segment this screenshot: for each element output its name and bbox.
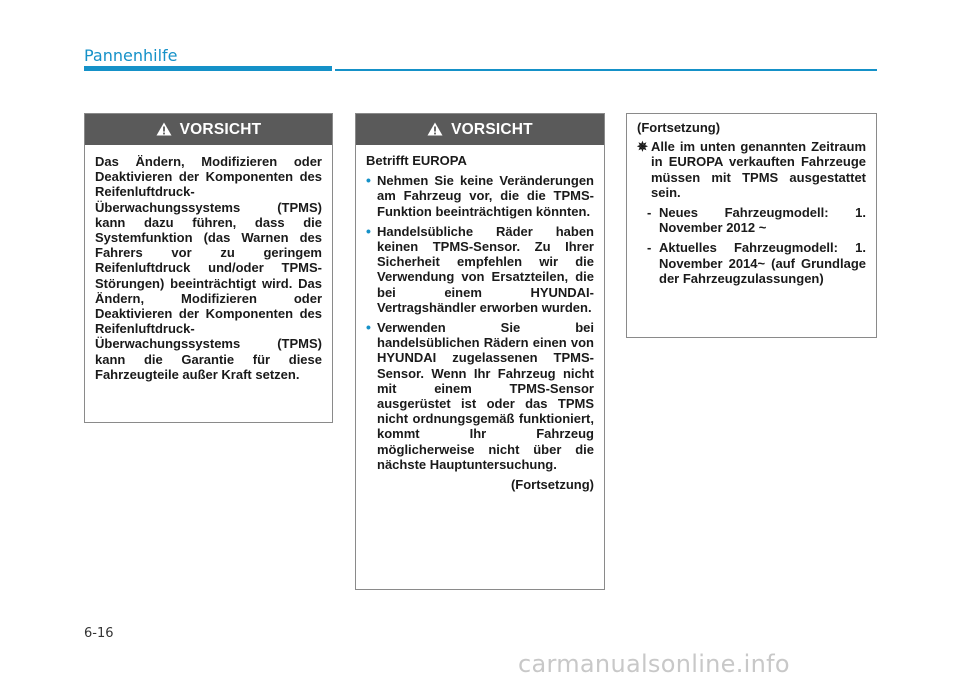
continued-label: (Fortsetzung) (510, 477, 594, 493)
list-item: • Verwenden Sie bei handelsüblichen Rädern einen von HYUNDAI zugelassenen TPMS-Sensor. Wenn Ihr Fahrzeug nicht mit einem TPMS-Sensor ausgerüstet ist oder das TPMS nicht ordnungsgemäß funktioniert, kommt Ihr Fahrzeug möglicherweise nicht über die nächste Hauptuntersuchung. (366, 319, 594, 472)
header-rule-thin (335, 69, 877, 71)
section-title: Pannenhilfe (84, 46, 178, 65)
dash-list (637, 205, 866, 286)
star-note: ✵ Alle im unten genannten Zeitraum in EUROPA verkauften Fahrzeuge müssen mit TPMS ausgestattet sein. (637, 139, 866, 200)
bullet-dot-icon: • (366, 222, 371, 239)
list-item: - Neues Fahrzeugmodell: 1. November 2012 ~ (647, 205, 866, 236)
caution-banner (356, 114, 604, 145)
page-number: 6-16 (84, 626, 114, 641)
caution-content (85, 145, 332, 382)
warning-triangle-icon (156, 122, 172, 136)
list-item: • Nehmen Sie keine Veränderungen am Fahrzeug vor, die die TPMS-Funktion beeinträchtigen könnten. (366, 172, 594, 219)
caution-box-tpms-modification (84, 113, 333, 423)
caution-box-continued (626, 113, 877, 338)
caution-content (356, 145, 604, 492)
caution-text: Das Ändern, Modifizieren oder Deaktivieren der Komponenten des Reifenluftdruck-Überwachungssystems (TPMS) kann dazu führen, dass die Systemfunktion (das Warnen des Fahrers vor zu geringem Reifenluftdruck und/oder TPMS-Störungen) beeinträchtigt wird. Das Ändern, Modifizieren oder Deaktivieren der Komponenten des Reifenluftdruck-Überwachungssystems (TPMS) kann die Garantie für diese Fahrzeugteile außer Kraft setzen. (95, 154, 322, 382)
bullet-dot-icon: • (366, 319, 371, 336)
bullet-dot-icon: • (366, 172, 371, 189)
caution-banner-label: VORSICHT (451, 120, 533, 138)
caution-box-europe (355, 113, 605, 590)
list-item: • Handelsübliche Räder haben keinen TPMS-Sensor. Zu Ihrer Sicherheit empfehlen wir die Verwendung von Ersatzteilen, die bei einem HYUNDAI-Vertragshändler erworben wurden. (366, 222, 594, 315)
list-item: - Aktuelles Fahrzeugmodell: 1. November 2014~ (auf Grundlage der Fahrzeugzulassungen) (647, 240, 866, 286)
caution-content (627, 114, 876, 286)
asterisk-star-icon: ✵ (637, 139, 648, 155)
caution-lead: Betrifft EUROPA (366, 153, 467, 168)
bullet-list (366, 173, 594, 472)
caution-banner (85, 114, 332, 145)
continued-lead: (Fortsetzung) (637, 120, 721, 135)
header-rule-thick (84, 66, 332, 71)
caution-banner-label: VORSICHT (179, 120, 262, 138)
warning-triangle-icon (427, 122, 443, 136)
watermark: carmanualsonline.info (518, 650, 790, 678)
